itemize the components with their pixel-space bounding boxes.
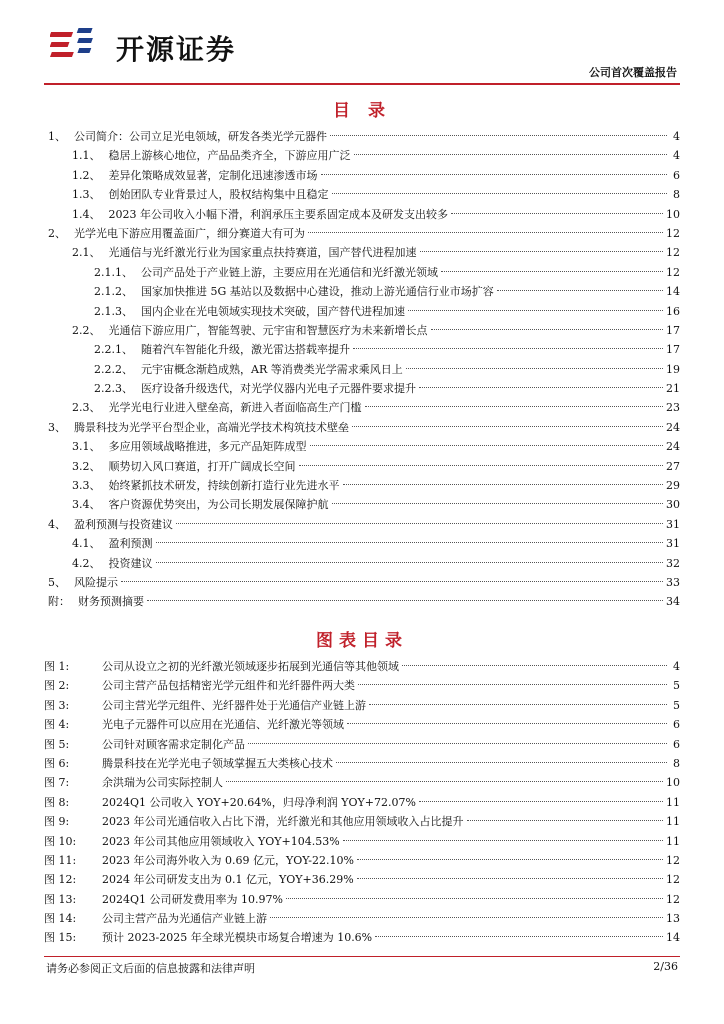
figure-entry[interactable]	[44, 657, 680, 676]
figure-entry-number: 图 7:	[44, 776, 70, 790]
toc-entry-leader	[419, 387, 663, 388]
toc-entry-title: 盈利预测与投资建议	[74, 517, 173, 531]
figure-entry-leader	[369, 704, 667, 705]
report-type: 公司首次覆盖报告	[589, 66, 677, 79]
toc-entry-page: 12	[666, 265, 680, 279]
toc-entry-leader	[147, 600, 663, 601]
toc-entry-number: 4、	[48, 517, 66, 531]
figure-entry-number: 图 5:	[44, 737, 70, 751]
figure-entry-page: 12	[666, 853, 680, 867]
figure-entry-number: 图 2:	[44, 679, 70, 693]
toc-entry[interactable]	[44, 340, 680, 359]
figure-entry-page: 11	[666, 815, 680, 829]
toc-entry-title: 2023 年公司收入小幅下滑，利润承压主要系固定成本及研发支出较多	[108, 207, 448, 221]
toc-entry-title: 光学光电下游应用覆盖面广，细分赛道大有可为	[74, 226, 305, 240]
figure-entry-leader	[270, 917, 663, 918]
figure-entry-number: 图 3:	[44, 698, 70, 712]
toc-entry-title: 医疗设备升级迭代，对光学仪器内光电子元器件要求提升	[141, 382, 416, 396]
toc-entry-leader	[332, 193, 668, 194]
toc-entry-leader	[332, 503, 664, 504]
toc-entry-title: 风险提示	[74, 575, 118, 589]
figure-entry-title: 2024Q1 公司收入 YOY+20.64%，归母净利润 YOY+72.07%	[102, 795, 416, 809]
toc-entry[interactable]	[44, 282, 680, 301]
figure-entry-number: 图 15:	[44, 931, 77, 945]
figure-entry-title: 2024 年公司研发支出为 0.1 亿元，YOY+36.29%	[102, 873, 354, 887]
toc-entry-page: 23	[666, 401, 680, 415]
figure-entry-page: 11	[666, 834, 680, 848]
figure-entry-leader	[286, 898, 663, 899]
footer-disclaimer: 请务必参阅正文后面的信息披露和法律声明	[46, 962, 255, 975]
toc-entry-title: 国家加快推进 5G 基站以及数据中心建设，推动上游光通信行业市场扩容	[141, 285, 494, 299]
toc-entry-page: 30	[666, 498, 680, 512]
toc-entry[interactable]	[44, 224, 680, 243]
toc-entry-title: 顺势切入风口赛道，打开广阔成长空间	[108, 459, 296, 473]
toc-entry-page: 31	[666, 517, 680, 531]
footer-divider	[44, 956, 680, 957]
toc-entry-page: 4	[673, 130, 680, 143]
toc-entry[interactable]	[44, 321, 680, 340]
toc-entry[interactable]	[44, 302, 680, 321]
figure-entry-title: 预计 2023-2025 年全球光模块市场复合增速为 10.6%	[102, 931, 373, 945]
figure-entry-title: 公司主营产品为光通信产业链上游	[102, 912, 267, 926]
toc-entry-leader	[343, 484, 664, 485]
toc-entry-number: 5、	[48, 575, 66, 589]
toc-entry-number: 1、	[48, 130, 66, 143]
figure-entry-number: 图 4:	[44, 718, 70, 732]
toc-entry-number: 2.2.1、	[94, 343, 133, 357]
toc-entry-page: 31	[666, 537, 680, 551]
toc-entry-page: 16	[666, 304, 680, 318]
toc-entry-page: 10	[666, 207, 680, 221]
toc-entry[interactable]	[44, 592, 680, 611]
figure-entry-page: 10	[666, 776, 680, 790]
toc-entry-title: 随着汽车智能化升级，激光雷达搭载率提升	[141, 343, 350, 357]
page-header	[0, 0, 724, 86]
toc-entry-leader	[299, 465, 664, 466]
figure-entry-leader	[419, 801, 663, 802]
toc-entry-number: 1.3、	[72, 188, 101, 202]
toc-entry-number: 2.1.1、	[94, 265, 133, 279]
toc-entry-page: 19	[666, 362, 680, 376]
figure-entry-title: 2023 年公司其他应用领域收入 YOY+104.53%	[102, 834, 340, 848]
figure-entry-page: 8	[673, 756, 680, 770]
figure-entry[interactable]	[44, 928, 680, 947]
toc-entry[interactable]	[44, 205, 680, 224]
toc-entry-title: 多应用领域战略推进，多元产品矩阵成型	[108, 440, 307, 454]
toc-entry-page: 29	[666, 479, 680, 493]
figure-entry[interactable]	[44, 754, 680, 773]
figure-entry[interactable]	[44, 812, 680, 831]
figure-entry-number: 图 14:	[44, 912, 77, 926]
toc-entry-number: 1.2、	[72, 168, 101, 182]
figure-entry-page: 11	[666, 795, 680, 809]
toc-entry-number: 2.2、	[72, 323, 101, 337]
toc-entry-page: 4	[673, 149, 680, 163]
toc-entry-number: 3、	[48, 420, 66, 434]
figure-entry-number: 图 1:	[44, 660, 70, 673]
figure-entry-leader	[357, 878, 663, 879]
toc-entry-leader	[176, 523, 663, 524]
toc-entry-page: 24	[666, 440, 680, 454]
toc-entry-number: 1.4、	[72, 207, 101, 221]
toc-entry-title: 稳居上游核心地位，产品品类齐全，下游应用广泛	[108, 149, 351, 163]
toc-entry-leader	[497, 290, 663, 291]
toc-list	[44, 127, 680, 612]
toc-entry-leader	[365, 406, 664, 407]
toc-entry-page: 32	[666, 556, 680, 570]
toc-entry-leader	[308, 232, 663, 233]
toc-entry-page: 14	[666, 285, 680, 299]
toc-entry[interactable]	[44, 379, 680, 398]
toc-entry[interactable]	[44, 263, 680, 282]
toc-entry-leader	[451, 213, 663, 214]
figure-entry-leader	[467, 820, 664, 821]
figure-entry[interactable]	[44, 851, 680, 870]
toc-entry-leader	[121, 581, 663, 582]
figure-entry[interactable]	[44, 870, 680, 889]
figure-entry-title: 2023 年公司海外收入为 0.69 亿元，YOY-22.10%	[102, 853, 354, 867]
figure-entry-page: 6	[673, 718, 680, 732]
figures-title: 图表目录	[316, 631, 408, 651]
toc-entry-leader	[156, 542, 664, 543]
toc-entry-number: 2.2.3、	[94, 382, 133, 396]
figure-entry-title: 光电子元器件可以应用在光通信、光纤激光等领域	[102, 718, 344, 732]
toc-entry-leader	[353, 348, 663, 349]
figure-entry[interactable]	[44, 773, 680, 792]
toc-entry-page: 21	[666, 382, 680, 396]
toc-entry-title: 国内企业在光电领域实现技术突破，国产替代进程加速	[141, 304, 405, 318]
toc-entry-title: 元宇宙概念渐趋成熟，AR 等消费类光学需求乘风日上	[141, 362, 403, 376]
toc-entry-number: 2.2.2、	[94, 362, 133, 376]
figure-entry-page: 4	[673, 660, 680, 673]
toc-entry-number: 2.1、	[72, 246, 101, 260]
brand-logo-icon	[50, 24, 110, 68]
figure-entry[interactable]	[44, 832, 680, 851]
toc-entry-number: 4.2、	[72, 556, 101, 570]
toc-entry[interactable]	[44, 127, 680, 146]
toc-entry-leader	[321, 174, 668, 175]
toc-entry[interactable]	[44, 515, 680, 534]
toc-entry-number: 2.1.2、	[94, 285, 133, 299]
figure-entry[interactable]	[44, 676, 680, 695]
toc-entry-title: 公司产品处于产业链上游，主要应用在光通信和光纤激光领域	[141, 265, 438, 279]
header-divider	[44, 83, 680, 85]
toc-entry-number: 2.1.3、	[94, 304, 133, 318]
figure-entry-leader	[402, 665, 667, 666]
figure-entry[interactable]	[44, 909, 680, 928]
toc-entry-leader	[441, 271, 663, 272]
figure-entry-number: 图 12:	[44, 873, 77, 887]
figure-entry-leader	[336, 762, 667, 763]
toc-entry-page: 17	[666, 343, 680, 357]
toc-entry-leader	[330, 135, 667, 136]
toc-title: 目 录	[333, 101, 391, 121]
toc-entry[interactable]	[44, 243, 680, 262]
figure-entry-number: 图 10:	[44, 834, 77, 848]
toc-entry-title: 投资建议	[108, 556, 153, 570]
figure-entry-number: 图 9:	[44, 815, 70, 829]
toc-entry-number: 3.1、	[72, 440, 101, 454]
toc-entry-page: 33	[666, 575, 680, 589]
toc-entry-title: 客户资源优势突出，为公司长期发展保障护航	[108, 498, 329, 512]
toc-entry-title: 光通信与光纤激光行业为国家重点扶持赛道，国产替代进程加速	[108, 246, 417, 260]
figure-entry-leader	[248, 743, 667, 744]
toc-entry-number: 2、	[48, 226, 66, 240]
toc-entry[interactable]	[44, 418, 680, 437]
figure-entry-title: 余洪瑞为公司实际控制人	[102, 776, 223, 790]
toc-entry-leader	[352, 426, 663, 427]
figure-entry-page: 14	[666, 931, 680, 945]
toc-entry-page: 24	[666, 420, 680, 434]
toc-entry-page: 6	[673, 168, 680, 182]
toc-entry[interactable]	[44, 495, 680, 514]
figure-entry-leader	[343, 840, 663, 841]
toc-entry-number: 3.4、	[72, 498, 101, 512]
page-number: 2/36	[653, 960, 678, 973]
toc-entry[interactable]	[44, 476, 680, 495]
toc-entry[interactable]	[44, 573, 680, 592]
figure-entry[interactable]	[44, 715, 680, 734]
toc-entry-title: 公司简介：公司立足光电领域，研发各类光学元器件	[74, 130, 327, 143]
figure-entry-number: 图 8:	[44, 795, 70, 809]
figures-list	[44, 657, 680, 948]
figure-entry-leader	[357, 859, 663, 860]
toc-entry-page: 8	[673, 188, 680, 202]
figure-entry-page: 5	[673, 698, 680, 712]
figure-entry-leader	[226, 781, 663, 782]
toc-entry-title: 腾景科技为光学平台型企业，高端光学技术构筑技术壁垒	[74, 420, 349, 434]
figure-entry-title: 腾景科技在光学光电子领域掌握五大类核心技术	[102, 756, 333, 770]
toc-entry[interactable]	[44, 146, 680, 165]
toc-entry-leader	[156, 562, 664, 563]
toc-entry-number: 2.3、	[72, 401, 101, 415]
toc-entry-page: 17	[666, 323, 680, 337]
toc-entry-page: 12	[666, 246, 680, 260]
figure-entry[interactable]	[44, 890, 680, 909]
figure-entry-title: 2024Q1 公司研发费用率为 10.97%	[102, 892, 283, 906]
figure-entry-page: 13	[666, 912, 680, 926]
toc-entry-page: 12	[666, 226, 680, 240]
figure-entry[interactable]	[44, 735, 680, 754]
figure-entry-leader	[375, 936, 663, 937]
figure-entry-title: 公司主营产品包括精密光学元组件和光纤器件两大类	[102, 679, 355, 693]
toc-entry-leader	[310, 445, 664, 446]
figure-entry-page: 12	[666, 873, 680, 887]
toc-entry-page: 27	[666, 459, 680, 473]
figure-entry-page: 12	[666, 892, 680, 906]
toc-entry-title: 创始团队专业背景过人，股权结构集中且稳定	[108, 188, 329, 202]
figure-entry-page: 6	[673, 737, 680, 751]
toc-entry-leader	[431, 329, 664, 330]
figure-entry-number: 图 6:	[44, 756, 70, 770]
toc-entry-number: 附：	[48, 595, 70, 609]
figure-entry-title: 公司从设立之初的光纤激光领域逐步拓展到光通信等其他领域	[102, 660, 399, 673]
figure-entry-number: 图 11:	[44, 853, 77, 867]
toc-entry[interactable]	[44, 534, 680, 553]
toc-entry-title: 财务预测摘要	[78, 595, 144, 609]
figure-entry[interactable]	[44, 696, 680, 715]
figure-entry-title: 2023 年公司光通信收入占比下滑，光纤激光和其他应用领域收入占比提升	[102, 815, 464, 829]
toc-entry-leader	[354, 154, 668, 155]
toc-entry[interactable]	[44, 437, 680, 456]
figure-entry[interactable]	[44, 793, 680, 812]
figure-entry-leader	[347, 723, 667, 724]
toc-entry-number: 1.1、	[72, 149, 101, 163]
toc-entry[interactable]	[44, 166, 680, 185]
brand-name: 开源证券	[116, 33, 237, 66]
toc-entry[interactable]	[44, 398, 680, 417]
toc-entry-title: 始终紧抓技术研发，持续创新打造行业先进水平	[108, 479, 340, 493]
toc-entry-title: 盈利预测	[108, 537, 153, 551]
toc-entry-number: 3.3、	[72, 479, 101, 493]
toc-entry-leader	[408, 310, 663, 311]
figure-entry-page: 5	[673, 679, 680, 693]
figure-entry-number: 图 13:	[44, 892, 77, 906]
toc-entry-leader	[420, 251, 664, 252]
toc-entry-title: 光学光电行业进入壁垒高，新进入者面临高生产门槛	[108, 401, 362, 415]
toc-entry[interactable]	[44, 185, 680, 204]
figure-entry-title: 公司针对顾客需求定制化产品	[102, 737, 245, 751]
toc-entry-title: 差异化策略成效显著，定制化迅速渗透市场	[108, 168, 318, 182]
figure-entry-leader	[358, 684, 667, 685]
toc-entry-number: 3.2、	[72, 459, 101, 473]
figure-entry-title: 公司主营光学元组件、光纤器件处于光通信产业链上游	[102, 698, 366, 712]
toc-entry-page: 34	[666, 595, 680, 609]
toc-entry[interactable]	[44, 360, 680, 379]
toc-entry[interactable]	[44, 457, 680, 476]
toc-entry-number: 4.1、	[72, 537, 101, 551]
toc-entry-leader	[406, 368, 663, 369]
toc-entry[interactable]	[44, 554, 680, 573]
toc-entry-title: 光通信下游应用广，智能驾驶、元宇宙和智慧医疗为未来新增长点	[108, 323, 428, 337]
